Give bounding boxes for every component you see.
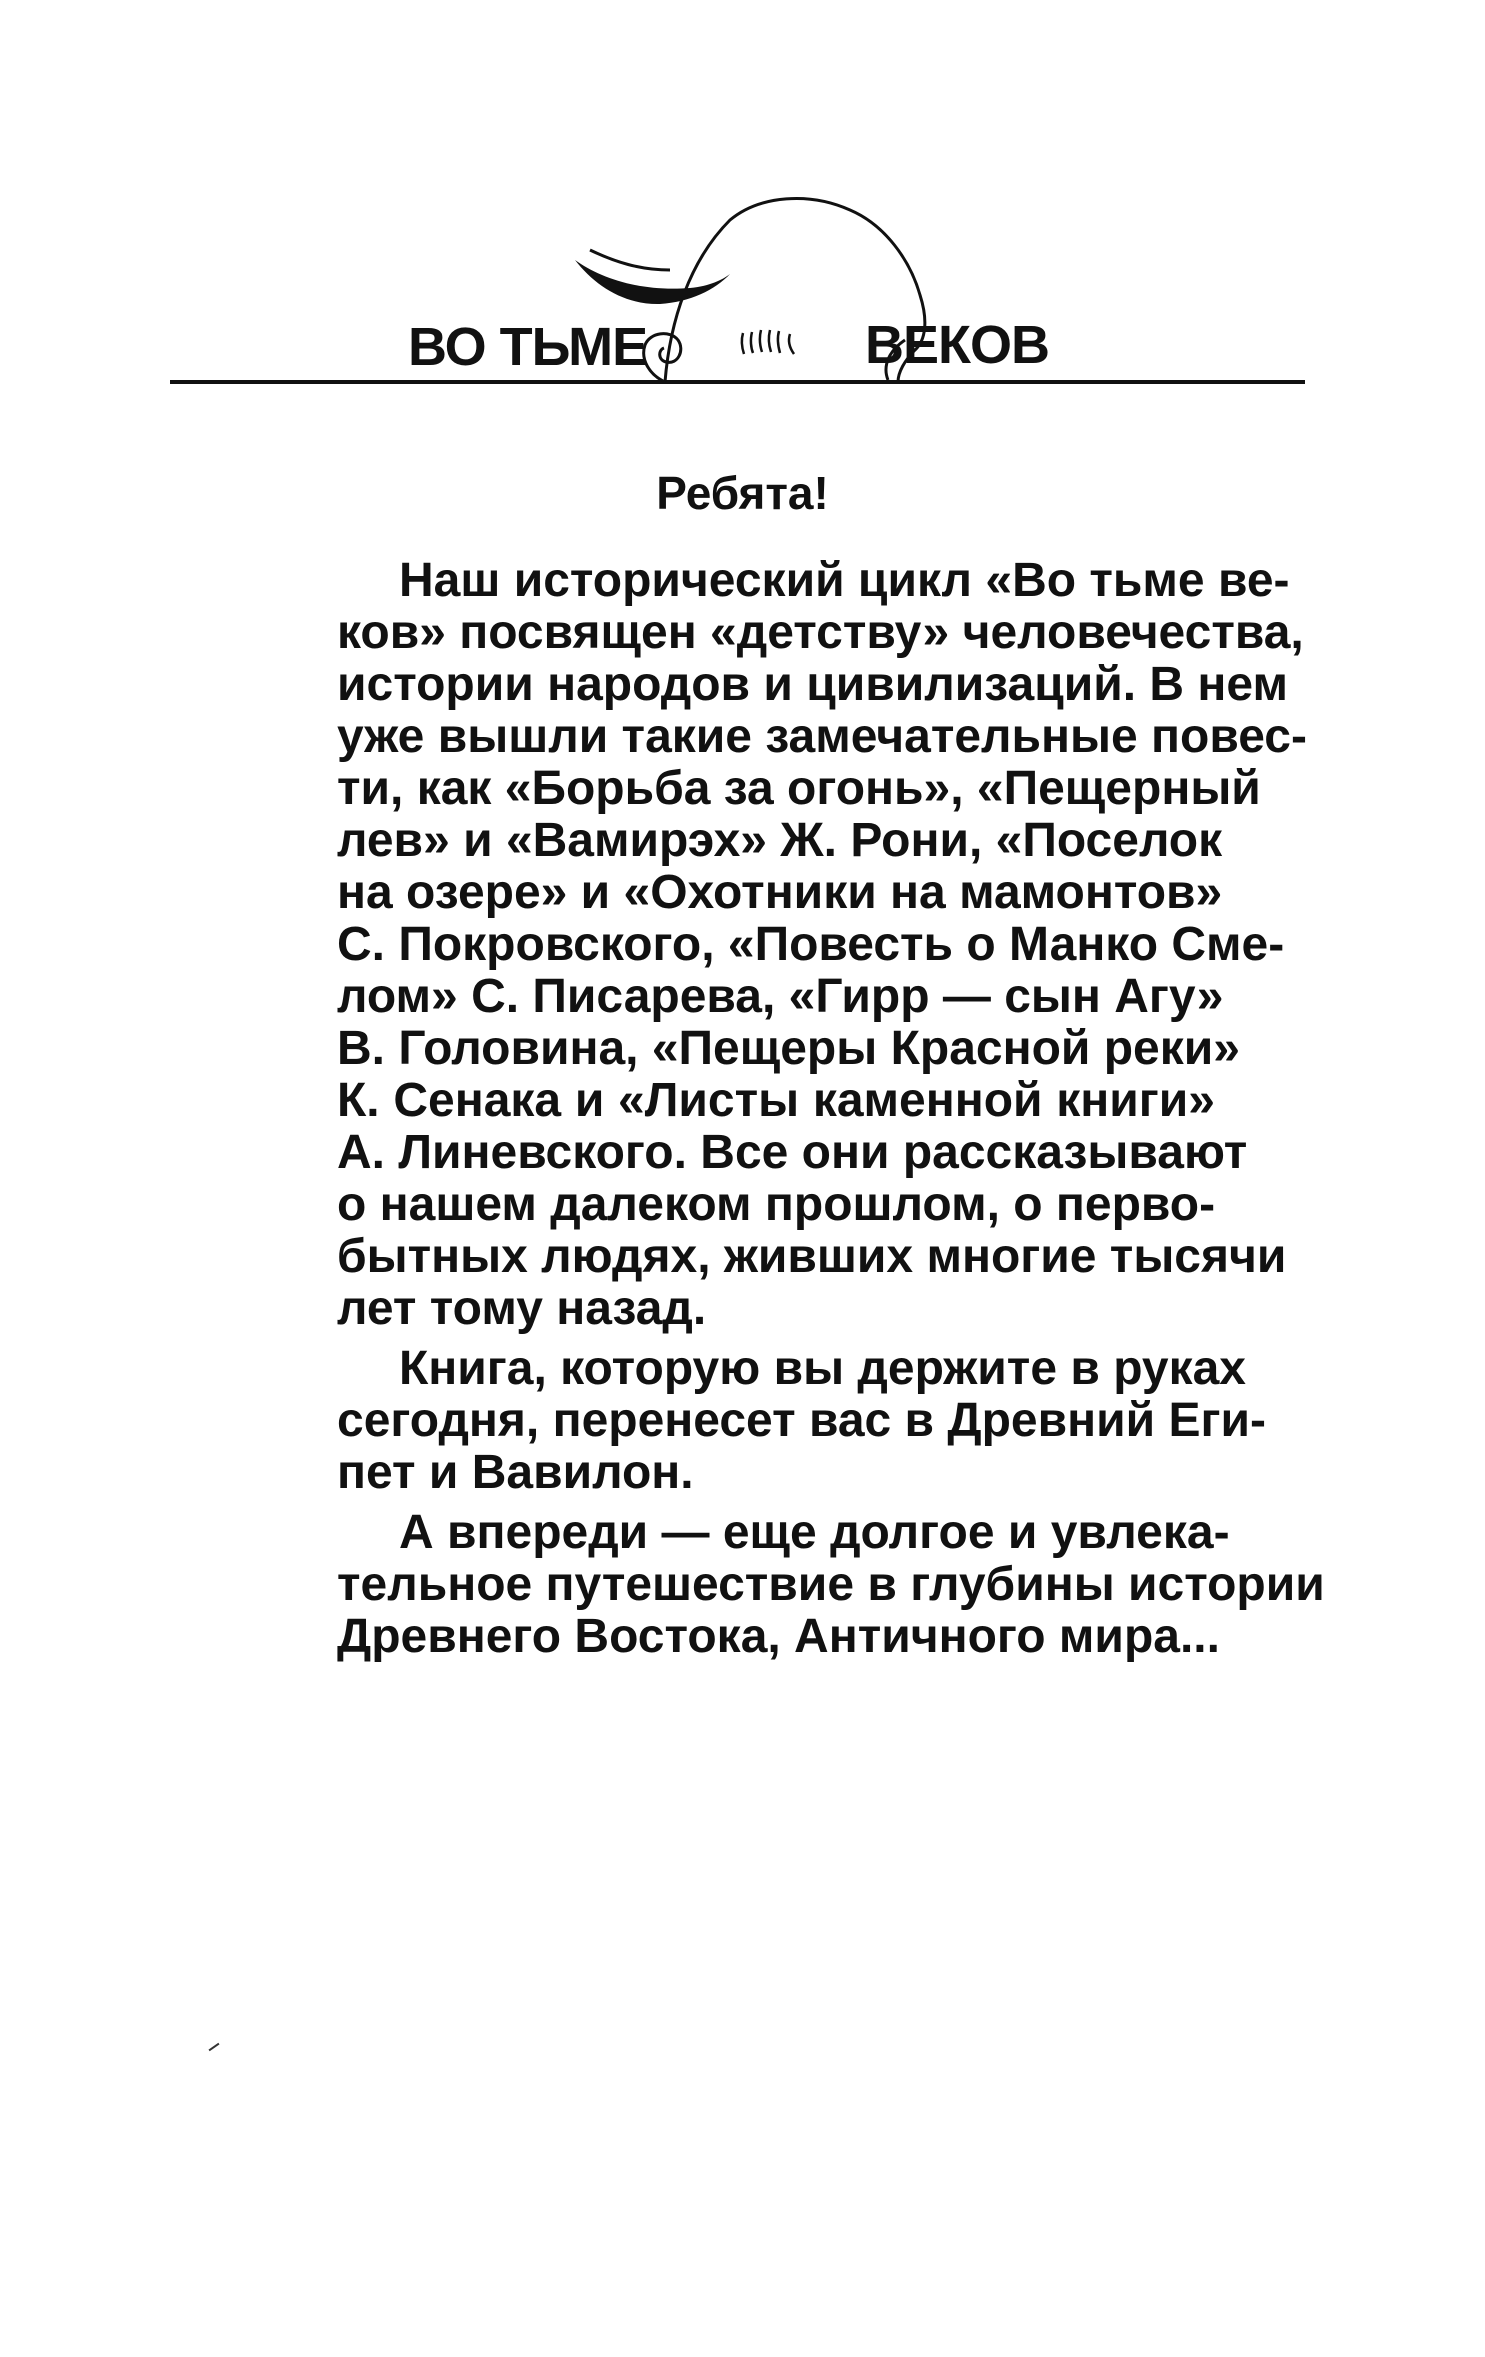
text-line: тельное путешествие в глубины истории <box>337 1558 1325 1611</box>
text-line: А впереди — еще долгое и увлека- <box>399 1506 1230 1559</box>
series-title-right: ВЕКОВ <box>865 315 1049 375</box>
text-line: бытных людях, живших многие тысячи <box>337 1230 1287 1283</box>
text-line: лев» и «Вамирэх» Ж. Рони, «Поселок <box>337 814 1223 867</box>
greeting-heading: Ребята! <box>656 467 829 519</box>
text-line: Наш исторический цикл «Во тьме ве- <box>399 554 1290 607</box>
series-header <box>170 200 1305 400</box>
mammoth-trunk <box>644 334 681 382</box>
text-line: Древнего Востока, Античного мира... <box>337 1610 1220 1663</box>
stray-mark <box>209 2043 220 2052</box>
text-line: В. Головина, «Пещеры Красной реки» <box>337 1022 1240 1075</box>
series-title-left: ВО ТЬМЕ <box>408 317 648 377</box>
text-line: сегодня, перенесет вас в Древний Еги- <box>337 1394 1266 1447</box>
text-line: на озере» и «Охотники на мамонтов» <box>337 866 1223 919</box>
text-line: пет и Вавилон. <box>337 1446 694 1499</box>
text-line: ков» посвящен «детству» человечества, <box>337 606 1304 659</box>
text-line: С. Покровского, «Повесть о Манко Сме- <box>337 918 1285 971</box>
body-text <box>275 554 1325 1663</box>
text-line: лет тому назад. <box>337 1282 707 1335</box>
text-line: лом» С. Писарева, «Гирр — сын Агу» <box>337 970 1224 1023</box>
paragraph-3 <box>275 1506 1325 1663</box>
mammoth-tusk <box>575 260 730 304</box>
text-line: К. Сенака и «Листы каменной книги» <box>337 1074 1215 1127</box>
text-line: А. Линевского. Все они рассказывают <box>337 1126 1248 1179</box>
text-line: о нашем далеком прошлом, о перво- <box>337 1178 1216 1231</box>
text-line: истории народов и цивилизаций. В нем <box>337 658 1288 711</box>
text-line: уже вышли такие замечательные повес- <box>337 710 1307 763</box>
paragraph-1 <box>275 554 1307 1335</box>
text-line: Книга, которую вы держите в руках <box>399 1342 1246 1395</box>
text-line: ти, как «Борьба за огонь», «Пещерный <box>337 762 1261 815</box>
paragraph-2 <box>275 1342 1266 1499</box>
mammoth-icon <box>170 200 1305 400</box>
mammoth-hair <box>742 330 794 354</box>
